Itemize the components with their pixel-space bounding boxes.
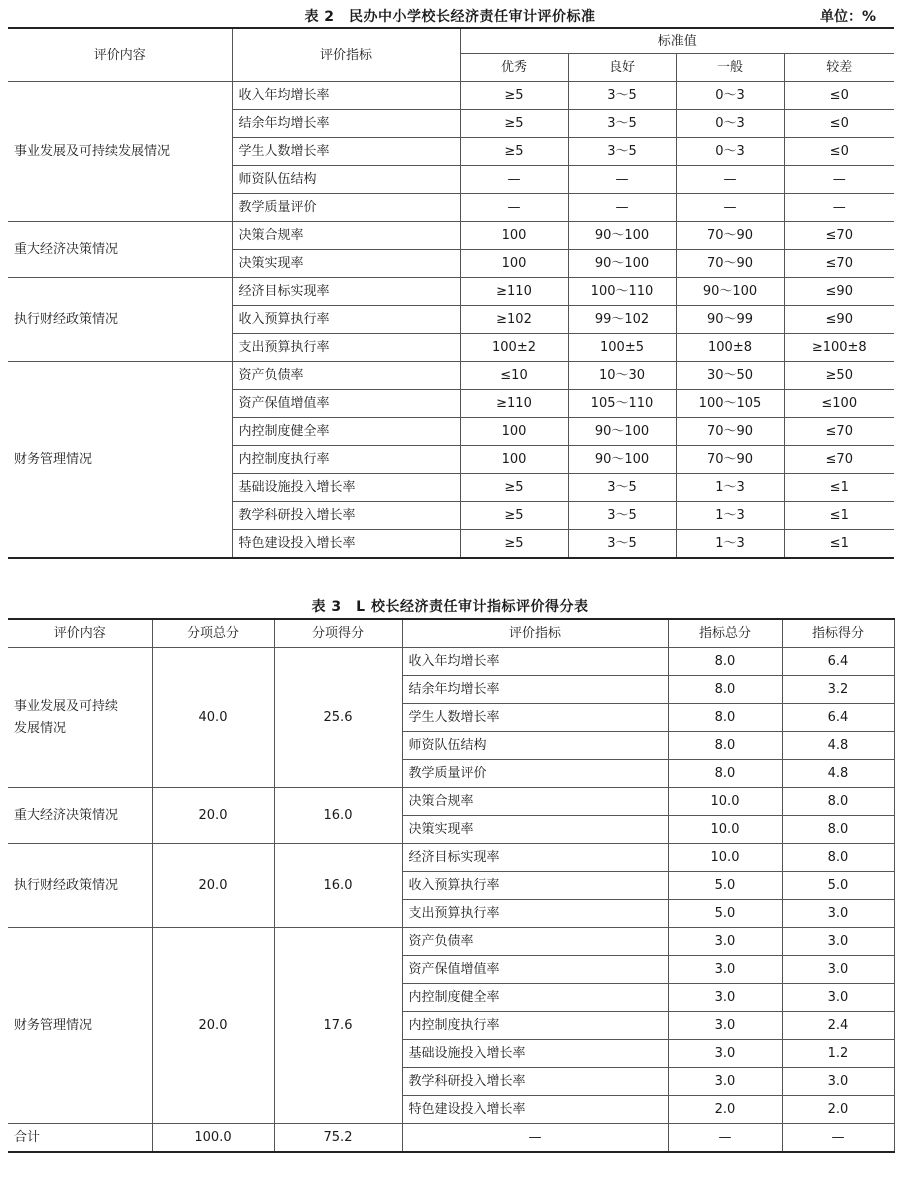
header-level: 优秀 (460, 54, 568, 82)
standard-value-cell: ≥100±8 (784, 334, 894, 362)
standard-value-cell: 90～100 (568, 418, 676, 446)
category-cell: 重大经济决策情况 (8, 222, 232, 278)
standard-value-cell: 100 (460, 250, 568, 278)
standard-value-cell: 100 (460, 222, 568, 250)
indicator-total-cell: 3.0 (668, 956, 782, 984)
indicator-cell: 师资队伍结构 (402, 732, 668, 760)
indicator-cell: 教学科研投入增长率 (232, 502, 460, 530)
category-cell: 财务管理情况 (8, 928, 152, 1124)
standard-value-cell: ≥102 (460, 306, 568, 334)
indicator-score-cell: 3.0 (782, 984, 894, 1012)
total-indicator-score-cell: — (782, 1124, 894, 1153)
standards-table (8, 27, 894, 559)
indicator-score-cell: 3.0 (782, 956, 894, 984)
standard-value-cell: — (460, 166, 568, 194)
standard-value-cell: 100～105 (676, 390, 784, 418)
header-level: 一般 (676, 54, 784, 82)
total-subtotal-cell: 100.0 (152, 1124, 274, 1153)
indicator-cell: 收入预算执行率 (402, 872, 668, 900)
indicator-total-cell: 8.0 (668, 760, 782, 788)
indicator-total-cell: 8.0 (668, 704, 782, 732)
indicator-cell: 基础设施投入增长率 (402, 1040, 668, 1068)
category-cell: 重大经济决策情况 (8, 788, 152, 844)
standard-value-cell: — (784, 194, 894, 222)
indicator-total-cell: 3.0 (668, 1040, 782, 1068)
indicator-score-cell: 1.2 (782, 1040, 894, 1068)
indicator-cell: 支出预算执行率 (402, 900, 668, 928)
standard-value-cell: 99～102 (568, 306, 676, 334)
indicator-total-cell: 2.0 (668, 1096, 782, 1124)
standard-value-cell: ≥5 (460, 502, 568, 530)
standard-value-cell: 90～100 (568, 222, 676, 250)
indicator-score-cell: 8.0 (782, 816, 894, 844)
indicator-total-cell: 3.0 (668, 928, 782, 956)
table-row (8, 82, 894, 110)
standard-value-cell: ≤100 (784, 390, 894, 418)
standard-value-cell: 30～50 (676, 362, 784, 390)
indicator-score-cell: 5.0 (782, 872, 894, 900)
standard-value-cell: 90～99 (676, 306, 784, 334)
indicator-cell: 内控制度健全率 (232, 418, 460, 446)
indicator-score-cell: 3.2 (782, 676, 894, 704)
total-label-cell: 合计 (8, 1124, 152, 1153)
category-cell: 事业发展及可持续发展情况 (8, 82, 232, 222)
table2-unit: 单位：% (819, 9, 876, 25)
standard-value-cell: 3～5 (568, 474, 676, 502)
category-cell (8, 648, 152, 788)
standard-value-cell: ≥50 (784, 362, 894, 390)
standard-value-cell: ≥5 (460, 138, 568, 166)
indicator-cell: 内控制度执行率 (402, 1012, 668, 1040)
indicator-cell: 教学科研投入增长率 (402, 1068, 668, 1096)
subscore-cell: 16.0 (274, 844, 402, 928)
indicator-cell: 支出预算执行率 (232, 334, 460, 362)
standard-value-cell: 70～90 (676, 222, 784, 250)
indicator-cell: 经济目标实现率 (232, 278, 460, 306)
subscore-cell: 17.6 (274, 928, 402, 1124)
table-row (8, 648, 894, 676)
standard-value-cell: 90～100 (676, 278, 784, 306)
standard-value-cell: 100±8 (676, 334, 784, 362)
standard-value-cell: 3～5 (568, 530, 676, 559)
indicator-cell: 结余年均增长率 (232, 110, 460, 138)
indicator-score-cell: 8.0 (782, 844, 894, 872)
indicator-total-cell: 10.0 (668, 788, 782, 816)
total-indicator-cell: — (402, 1124, 668, 1153)
indicator-cell: 收入年均增长率 (402, 648, 668, 676)
indicator-total-cell: 10.0 (668, 816, 782, 844)
standard-value-cell: — (568, 166, 676, 194)
indicator-score-cell: 4.8 (782, 760, 894, 788)
category-cell: 财务管理情况 (8, 362, 232, 559)
indicator-score-cell: 4.8 (782, 732, 894, 760)
standard-value-cell: 1～3 (676, 530, 784, 559)
standard-value-cell: ≤1 (784, 530, 894, 559)
header-category: 评价内容 (8, 28, 232, 82)
table-row (8, 278, 894, 306)
indicator-cell: 学生人数增长率 (402, 704, 668, 732)
header-subtotal: 分项总分 (152, 619, 274, 648)
total-indicator-total-cell: — (668, 1124, 782, 1153)
indicator-total-cell: 5.0 (668, 900, 782, 928)
standard-value-cell: ≤90 (784, 306, 894, 334)
table2-caption: 表 2 民办中小学校长经济责任审计评价标准 (304, 9, 596, 25)
indicator-total-cell: 5.0 (668, 872, 782, 900)
header-indicator: 评价指标 (232, 28, 460, 82)
indicator-cell: 学生人数增长率 (232, 138, 460, 166)
indicator-cell: 教学质量评价 (402, 760, 668, 788)
header-level: 较差 (784, 54, 894, 82)
score-table (8, 618, 895, 1153)
header-subscore: 分项得分 (274, 619, 402, 648)
standard-value-cell: 70～90 (676, 418, 784, 446)
standard-value-cell: ≤70 (784, 446, 894, 474)
indicator-cell: 师资队伍结构 (232, 166, 460, 194)
indicator-score-cell: 2.0 (782, 1096, 894, 1124)
standard-value-cell: 90～100 (568, 250, 676, 278)
indicator-cell: 内控制度健全率 (402, 984, 668, 1012)
indicator-total-cell: 3.0 (668, 984, 782, 1012)
standard-value-cell: 1～3 (676, 474, 784, 502)
total-row (8, 1124, 894, 1153)
indicator-score-cell: 8.0 (782, 788, 894, 816)
standard-value-cell: ≥5 (460, 530, 568, 559)
indicator-cell: 决策实现率 (232, 250, 460, 278)
indicator-total-cell: 8.0 (668, 648, 782, 676)
subscore-cell: 16.0 (274, 788, 402, 844)
standard-value-cell: ≤70 (784, 418, 894, 446)
header-category: 评价内容 (8, 619, 152, 648)
indicator-cell: 经济目标实现率 (402, 844, 668, 872)
indicator-score-cell: 6.4 (782, 648, 894, 676)
standard-value-cell: 10～30 (568, 362, 676, 390)
header-indicator-total: 指标总分 (668, 619, 782, 648)
table-row (8, 222, 894, 250)
header-level: 良好 (568, 54, 676, 82)
standard-value-cell: ≤90 (784, 278, 894, 306)
table-row (8, 844, 894, 872)
standard-value-cell: ≤1 (784, 474, 894, 502)
standard-value-cell: ≤0 (784, 110, 894, 138)
standard-value-cell: 90～100 (568, 446, 676, 474)
score-table-body (8, 648, 894, 1153)
standard-value-cell: 100±5 (568, 334, 676, 362)
indicator-cell: 收入年均增长率 (232, 82, 460, 110)
standard-value-cell: ≥5 (460, 110, 568, 138)
category-cell: 执行财经政策情况 (8, 844, 152, 928)
standard-value-cell: 0～3 (676, 110, 784, 138)
standard-value-cell: 100～110 (568, 278, 676, 306)
standard-value-cell: 105～110 (568, 390, 676, 418)
standard-value-cell: 100 (460, 446, 568, 474)
subscore-cell: 25.6 (274, 648, 402, 788)
subtotal-cell: 20.0 (152, 844, 274, 928)
indicator-score-cell: 3.0 (782, 900, 894, 928)
indicator-total-cell: 8.0 (668, 732, 782, 760)
table-row (8, 788, 894, 816)
standard-value-cell: 3～5 (568, 502, 676, 530)
header-indicator-score: 指标得分 (782, 619, 894, 648)
standard-value-cell: 0～3 (676, 138, 784, 166)
table-row (8, 928, 894, 956)
indicator-cell: 结余年均增长率 (402, 676, 668, 704)
standard-value-cell: 100±2 (460, 334, 568, 362)
indicator-cell: 资产保值增值率 (402, 956, 668, 984)
table-row (8, 362, 894, 390)
category-cell: 执行财经政策情况 (8, 278, 232, 362)
indicator-total-cell: 8.0 (668, 676, 782, 704)
indicator-cell: 资产负债率 (402, 928, 668, 956)
table3-caption: 表 3 L 校长经济责任审计指标评价得分表 (311, 599, 589, 615)
standard-value-cell: 3～5 (568, 82, 676, 110)
standard-value-cell: 3～5 (568, 110, 676, 138)
subtotal-cell: 40.0 (152, 648, 274, 788)
standard-value-cell: ≤10 (460, 362, 568, 390)
standard-value-cell: ≤1 (784, 502, 894, 530)
category-line: 事业发展及可持续 (14, 698, 119, 714)
indicator-score-cell: 3.0 (782, 928, 894, 956)
standard-value-cell: ≤0 (784, 82, 894, 110)
subtotal-cell: 20.0 (152, 788, 274, 844)
standard-value-cell: — (676, 166, 784, 194)
category-line: 发展情况 (14, 720, 67, 736)
indicator-cell: 资产负债率 (232, 362, 460, 390)
indicator-cell: 决策实现率 (402, 816, 668, 844)
indicator-cell: 决策合规率 (232, 222, 460, 250)
indicator-cell: 特色建设投入增长率 (402, 1096, 668, 1124)
standard-value-cell: 1～3 (676, 502, 784, 530)
standard-value-cell: ≤70 (784, 222, 894, 250)
standard-value-cell: ≥5 (460, 474, 568, 502)
standards-table-body (8, 82, 894, 559)
standard-value-cell: — (568, 194, 676, 222)
header-standard-values: 标准值 (460, 28, 894, 54)
indicator-cell: 特色建设投入增长率 (232, 530, 460, 559)
indicator-cell: 资产保值增值率 (232, 390, 460, 418)
standard-value-cell: — (676, 194, 784, 222)
standard-value-cell: ≤0 (784, 138, 894, 166)
standard-value-cell: 3～5 (568, 138, 676, 166)
standard-value-cell: ≥110 (460, 278, 568, 306)
standard-value-cell: 0～3 (676, 82, 784, 110)
standard-value-cell: ≥5 (460, 82, 568, 110)
standard-value-cell: 100 (460, 418, 568, 446)
standard-value-cell: 70～90 (676, 250, 784, 278)
indicator-cell: 收入预算执行率 (232, 306, 460, 334)
standard-value-cell: 70～90 (676, 446, 784, 474)
indicator-score-cell: 2.4 (782, 1012, 894, 1040)
indicator-cell: 基础设施投入增长率 (232, 474, 460, 502)
standard-value-cell: ≤70 (784, 250, 894, 278)
indicator-cell: 教学质量评价 (232, 194, 460, 222)
indicator-score-cell: 6.4 (782, 704, 894, 732)
total-subscore-cell: 75.2 (274, 1124, 402, 1153)
indicator-cell: 决策合规率 (402, 788, 668, 816)
standard-value-cell: ≥110 (460, 390, 568, 418)
standard-value-cell: — (784, 166, 894, 194)
indicator-score-cell: 3.0 (782, 1068, 894, 1096)
subtotal-cell: 20.0 (152, 928, 274, 1124)
indicator-total-cell: 10.0 (668, 844, 782, 872)
indicator-cell: 内控制度执行率 (232, 446, 460, 474)
indicator-total-cell: 3.0 (668, 1068, 782, 1096)
indicator-total-cell: 3.0 (668, 1012, 782, 1040)
header-indicator: 评价指标 (402, 619, 668, 648)
standard-value-cell: — (460, 194, 568, 222)
